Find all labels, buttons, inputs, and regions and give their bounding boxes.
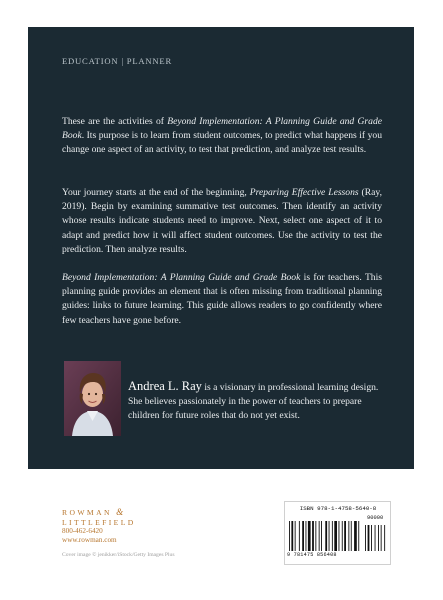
description-paragraph-1 xyxy=(62,115,382,158)
barcode-bar xyxy=(371,525,372,551)
category-label: EDUCATION | PLANNER xyxy=(62,56,173,66)
barcode-bar xyxy=(378,525,379,551)
barcode-bar xyxy=(365,525,366,551)
publisher-name-line-2: LITTLEFIELD xyxy=(62,517,136,527)
barcode-bar xyxy=(325,521,327,551)
barcode-bar xyxy=(339,521,340,551)
paragraph-3-text-b: is for teachers. This planning guide provides an element that is often missing from traditional planning guides: links to future learning. This guide allows readers to go confidently where few teachers have gone before. xyxy=(62,272,383,326)
barcode-bar xyxy=(291,521,293,551)
publisher-phone: 800-462-6420 xyxy=(62,527,103,536)
publisher-url: www.rowman.com xyxy=(62,536,117,545)
barcode-bar xyxy=(384,525,385,551)
barcode-bar xyxy=(381,525,382,551)
paragraph-1-book-title: Beyond Implementation: A Planning Guide and Grade Book xyxy=(62,116,382,142)
barcode-bars xyxy=(285,513,390,553)
barcode-bar xyxy=(375,525,376,551)
barcode-bar xyxy=(348,521,349,551)
paragraph-2-text-b: (Ray, 2019). Begin by examining summative test outcomes. Then identify an activity whose results indicate students need to improve. Next, select one aspect of it to adapt and predict how it will affect student outcomes. Use the activity to test the prediction. Then analyze results. xyxy=(62,187,382,255)
author-bio xyxy=(128,379,384,424)
barcode-bar xyxy=(312,521,314,551)
publisher-name-line-1: ROWMAN xyxy=(62,508,112,517)
paragraph-2-book-title: Preparing Effective Lessons xyxy=(249,187,359,198)
barcode-bar xyxy=(342,521,343,551)
barcode-bar xyxy=(306,521,307,551)
author-name: Andrea L. Ray xyxy=(128,379,202,393)
barcode-bar xyxy=(329,521,330,551)
barcode-bar xyxy=(351,521,352,551)
barcode-bar xyxy=(299,521,300,551)
barcode-bar xyxy=(302,521,304,551)
publisher-ampersand: & xyxy=(116,507,124,517)
isbn-number: ISBN 978-1-4758-5640-8 xyxy=(299,505,377,512)
barcode-bar xyxy=(334,521,337,551)
barcode-bar xyxy=(332,521,333,551)
barcode-bar xyxy=(308,521,311,551)
paragraph-2-text-a: Your journey starts at the end of the beginning, xyxy=(62,187,250,198)
barcode-digits: 9 781475 856408 xyxy=(287,552,337,558)
paragraph-1-text-a: These are the activities of xyxy=(62,116,168,127)
author-photo xyxy=(64,361,121,436)
barcode-bar xyxy=(321,521,322,551)
barcode-price-code: 90000 xyxy=(367,515,384,521)
paragraph-1-text-b: . Its purpose is to learn from student outcomes, to predict what happens if you change one aspect of an activity, to test that prediction, and analyze test results. xyxy=(62,130,382,156)
publisher-block xyxy=(62,508,136,546)
author-photo-image xyxy=(64,361,121,436)
barcode-bar xyxy=(319,521,320,551)
barcode-bar xyxy=(358,521,359,551)
description-paragraph-2 xyxy=(62,186,382,257)
author-bio-text: is a visionary in professional learning design. She believes passionately in the power of teachers to prepare children for future roles that do not yet exist. xyxy=(128,382,379,422)
publisher-logo xyxy=(62,508,136,518)
cover-image-credit: Cover image © jenikker/iStock/Getty Images Plus xyxy=(62,552,175,558)
barcode-bar xyxy=(289,521,290,551)
barcode-bar xyxy=(344,521,346,551)
barcode-bar xyxy=(368,525,370,551)
back-cover-panel xyxy=(28,27,414,469)
barcode-bar xyxy=(354,521,357,551)
paragraph-3-book-title: Beyond Implementation: A Planning Guide and Grade Book xyxy=(62,272,301,283)
barcode-bar xyxy=(315,521,316,551)
description-paragraph-3 xyxy=(62,271,382,328)
barcode-bar xyxy=(295,521,296,551)
isbn-barcode xyxy=(284,501,391,565)
